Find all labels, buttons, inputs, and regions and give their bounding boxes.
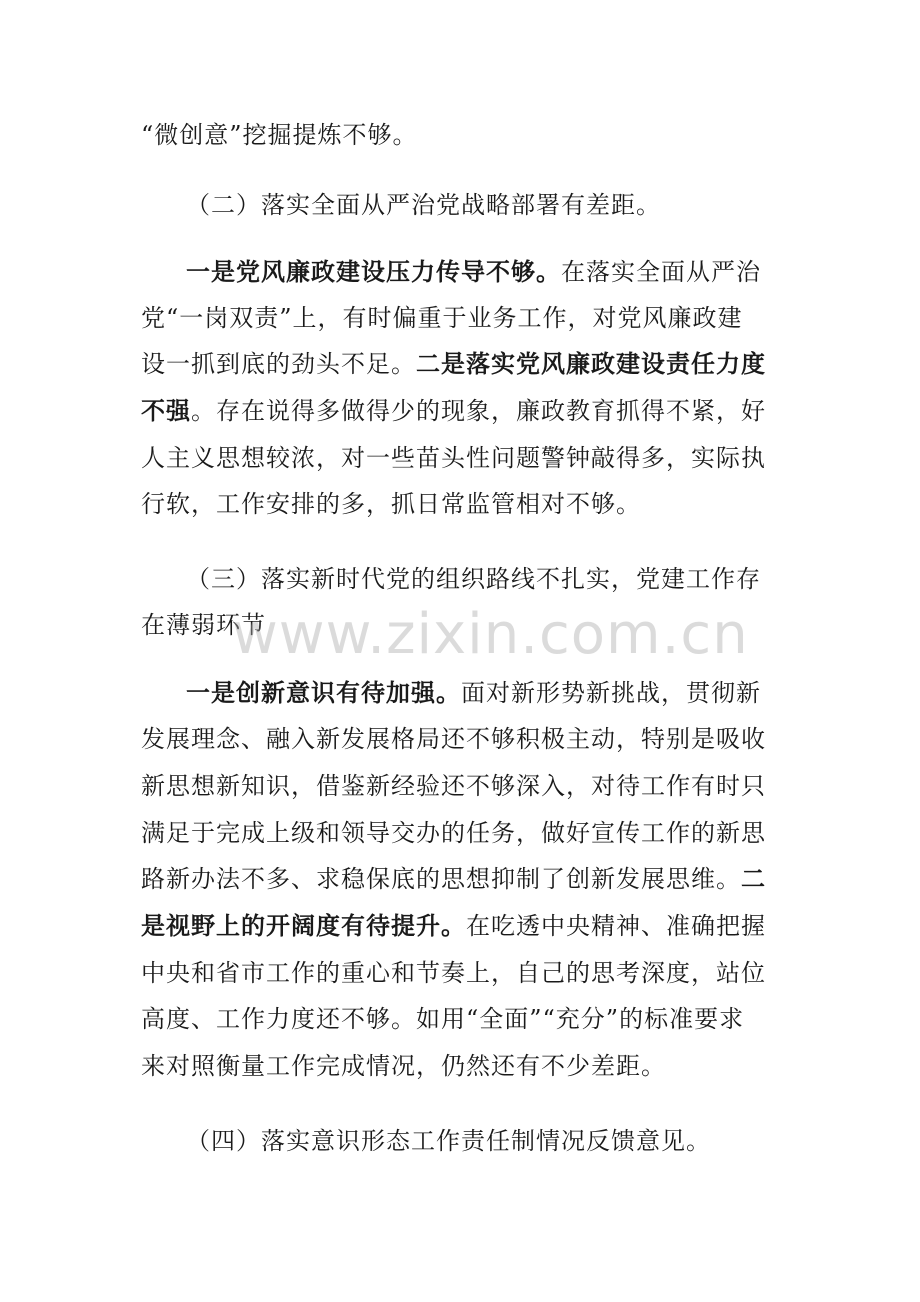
- text-line: [186, 255, 761, 289]
- text-run: 新思想新知识，借鉴新经验还不够深入，对待工作有时只: [141, 772, 766, 800]
- text-run: 设一抓到底的劲头不足。: [141, 350, 416, 378]
- text-line: [141, 118, 418, 152]
- text-line: [141, 441, 766, 475]
- text-run: 在吃透中央精神、准确把握: [466, 912, 766, 940]
- text-run: 中央和省市工作的重心和节奏上，自己的思考深度，站位: [141, 959, 766, 987]
- text-run: 发展理念、融入新发展格局还不够积极主动，特别是吸收: [141, 725, 766, 753]
- text-line: [186, 676, 761, 710]
- bold-lead: 不强: [141, 396, 191, 425]
- text-line: [141, 1002, 744, 1036]
- text-run: “微创意”挖掘提炼不够。: [141, 121, 418, 149]
- text-run: 。存在说得多做得少的现象，廉政教育抓得不紧，好: [191, 397, 766, 425]
- bold-lead: 是视野上的开阔度有待提升。: [141, 911, 466, 940]
- text-line: [141, 769, 766, 803]
- text-line: [141, 956, 766, 990]
- text-line: [141, 394, 766, 428]
- text-run: 行软，工作安排的多，抓日常监管相对不够。: [141, 490, 641, 518]
- text-line: [141, 909, 766, 943]
- text-run: 高度、工作力度还不够。如用“全面”“充分”的标准要求: [141, 1005, 745, 1033]
- watermark: www.zixin.com.cn: [232, 602, 749, 667]
- text-run: （二）落实全面从严治党战略部署有差距。: [186, 191, 661, 219]
- text-run: 面对新形势新挑战，贯彻新: [461, 679, 761, 707]
- text-line: [141, 862, 766, 896]
- text-run: 在薄弱环节: [141, 611, 266, 639]
- bold-lead: 一是创新意识有待加强。: [186, 678, 461, 707]
- section-heading-4: [186, 1124, 711, 1158]
- text-run: 人主义思想较浓，对一些苗头性问题警钟敲得多，实际执: [141, 444, 766, 472]
- text-run: 党“一岗双责”上，有时偏重于业务工作，对党风廉政建: [141, 304, 743, 332]
- text-run: 来对照衡量工作完成情况，仍然还有不少差距。: [141, 1052, 666, 1080]
- text-line: [141, 722, 766, 756]
- section-heading-2: [186, 188, 661, 222]
- bold-lead: 一是党风廉政建设压力传导不够。: [186, 257, 561, 286]
- text-line: [141, 1049, 666, 1083]
- text-line: [141, 301, 743, 335]
- text-run: 满足于完成上级和领导交办的任务，做好宣传工作的新思: [141, 819, 766, 847]
- bold-lead: 二: [741, 864, 766, 893]
- text-line: [141, 347, 766, 381]
- text-line: [141, 816, 766, 850]
- text-run: （三）落实新时代党的组织路线不扎实，党建工作存: [186, 565, 761, 593]
- text-run: 在落实全面从严治: [561, 258, 761, 286]
- text-run: （四）落实意识形态工作责任制情况反馈意见。: [186, 1127, 711, 1155]
- text-line: [141, 487, 641, 521]
- bold-lead: 二是落实党风廉政建设责任力度: [416, 349, 766, 378]
- section-heading-3: [186, 562, 761, 596]
- text-run: 路新办法不多、求稳保底的思想抑制了创新发展思维。: [141, 865, 741, 893]
